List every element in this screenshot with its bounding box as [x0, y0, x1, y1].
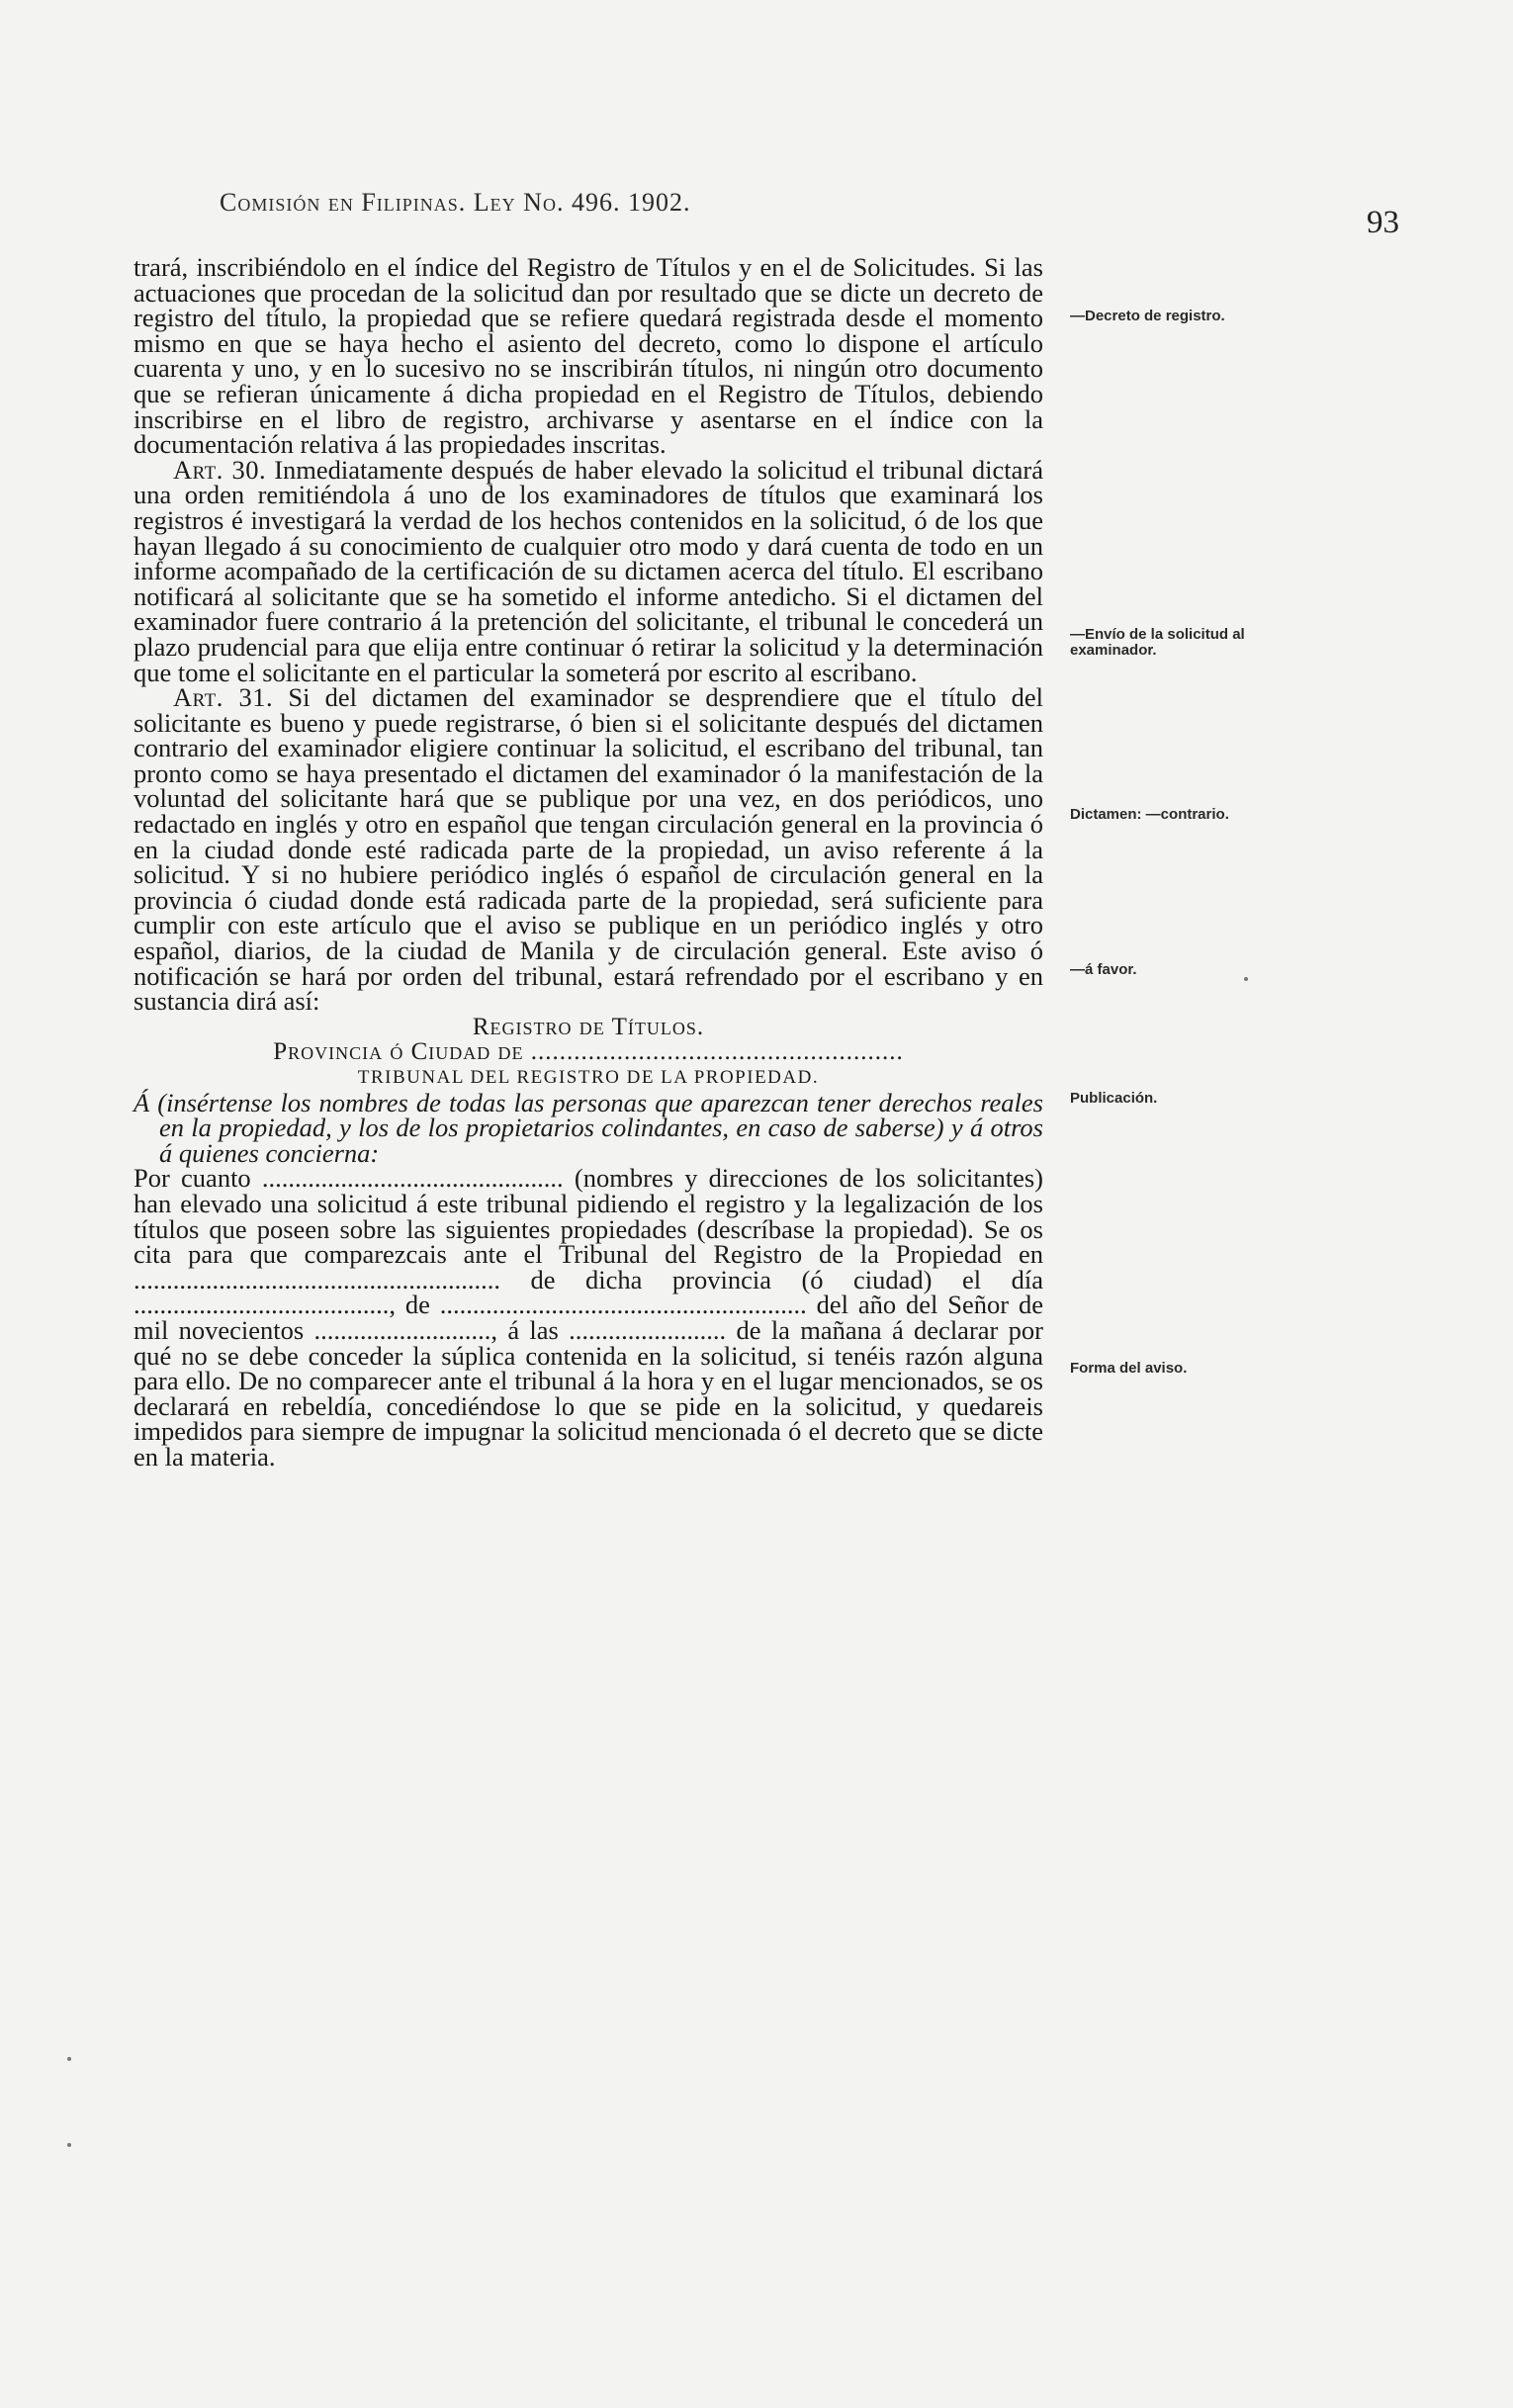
- article-31-label: Art. 31.: [173, 682, 274, 713]
- margin-note-forma: Forma del aviso.: [1070, 1360, 1188, 1377]
- print-speck: [67, 2143, 71, 2147]
- form-heading-tribunal: TRIBUNAL DEL REGISTRO DE LA PROPIEDAD.: [357, 1067, 820, 1088]
- running-head: Comisión en Filipinas. Ley No. 496. 1902.: [220, 188, 691, 217]
- body-text: [134, 252, 1044, 1472]
- article-30: [134, 454, 1044, 687]
- page-number: 93: [1367, 205, 1399, 240]
- article-30-label: Art. 30.: [173, 454, 267, 485]
- margin-note-dictamen: Dictamen: —contrario.: [1070, 806, 1229, 823]
- form-heading-provincia: Provincia ó Ciudad de ....................................................: [273, 1038, 904, 1066]
- form-body: Por cuanto .............................................. (nombres y direcciones de los solicitantes) han elevado una solicitud á este tribunal pidiendo el registro y la legalización de los títulos que poseen sobre las siguientes propiedades (descríbase la propiedad). Se os cita para que comparezcais ante el Tribunal del Registro de la Propiedad en ........................................................ de dicha provincia (ó ciudad) el día ......................................., de ........................................................ del año del Señor de mil novecientos ..........................., á las ........................ de la mañana á declarar por qué no se debe conceder la súplica contenida en la solicitud, si tenéis razón alguna para ello. De no comparecer ante el tribunal á la hora y en el lugar mencionados, se os declarará en rebeldía, concediéndose lo que se pide en la solicitud, y quedareis impedidos para siempre de impugnar la solicitud mencionada ó el decreto que se dicte en la materia.: [134, 1163, 1043, 1472]
- margin-note-publicacion: Publicación.: [1070, 1090, 1158, 1107]
- print-speck: [67, 2057, 71, 2061]
- print-speck: [1244, 977, 1248, 981]
- form-heading-registro: Registro de Títulos.: [472, 1013, 705, 1040]
- margin-note-envio: —Envío de la solicitud al examinador.: [1070, 626, 1245, 659]
- article-31-text: Si del dictamen del examinador se desprendiere que el título del solicitante es bueno y puede registrarse, ó bien si el solicitante después del dictamen contrario del examinador eligiere continuar la solicitud, el escribano del tribunal, tan pronto como se haya presentado el dictamen del examinador ó la manifestación de la voluntad del solicitante hará que se publique por una vez, en dos periódicos, uno redactado en inglés y otro en español que tengan circulación general en la provincia ó en la ciudad donde esté radicada parte de la propiedad, un aviso referente á la solicitud. Y si no hubiere periódico inglés ó español de circulación general en la provincia ó ciudad donde está radicada parte de la propiedad, será suficiente para cumplir con este artículo que el aviso se publique en un periódico inglés y otro español, diarios, de la ciudad de Manila y de circulación general. Este aviso ó notificación se hará por orden del tribunal, estará refrendado por el escribano y en sustancia dirá así:: [134, 682, 1044, 1017]
- margin-note-favor: —á favor.: [1070, 961, 1137, 978]
- margin-note-decreto: —Decreto de registro.: [1070, 308, 1225, 324]
- article-31: [134, 682, 1044, 1017]
- article-30-text: Inmediatamente después de haber elevado la solicitud el tribunal dictará una orden remitiéndola á uno de los examinadores de títulos que examinará los registros é investigará la verdad de los hechos contenidos en la solicitud, ó de los que hayan llegado á su conocimiento de cualquier otro modo y dará cuenta de todo en un informe acompañado de la certificación de su dictamen acerca del título. El escribano notificará al solicitante que se ha sometido el informe antedicho. Si el dictamen del examinador fuere contrario á la pretención del solicitante, el tribunal le concederá un plazo prudencial para que elija entre continuar ó retirar la solicitud y la determinación que tome el solicitante en el particular la someterá por escrito al escribano.: [134, 454, 1044, 687]
- form-intro: Á (insértense los nombres de todas las personas que aparezcan tener derechos reales en la propiedad, y los de los propietarios colindantes, en caso de saberse) y á otros á quienes concierna:: [134, 1087, 1043, 1168]
- paragraph-continuation: trará, inscribiéndolo en el índice del Registro de Títulos y en el de Solicitudes. Si las actuaciones que procedan de la solicitud dan por resultado que se dicte un decreto de registro del título, la propiedad que se refiere quedará registrada desde el momento mismo en que se haya hecho el asiento del decreto, como lo dispone el artículo cuarenta y uno, y en lo sucesivo no se inscribirán títulos, ni ningún otro documento que se refieran únicamente á dicha propiedad en el Registro de Títulos, debiendo inscribirse en el libro de registro, archivarse y asentarse en el índice con la documentación relativa á las propiedades inscritas.: [134, 252, 1043, 460]
